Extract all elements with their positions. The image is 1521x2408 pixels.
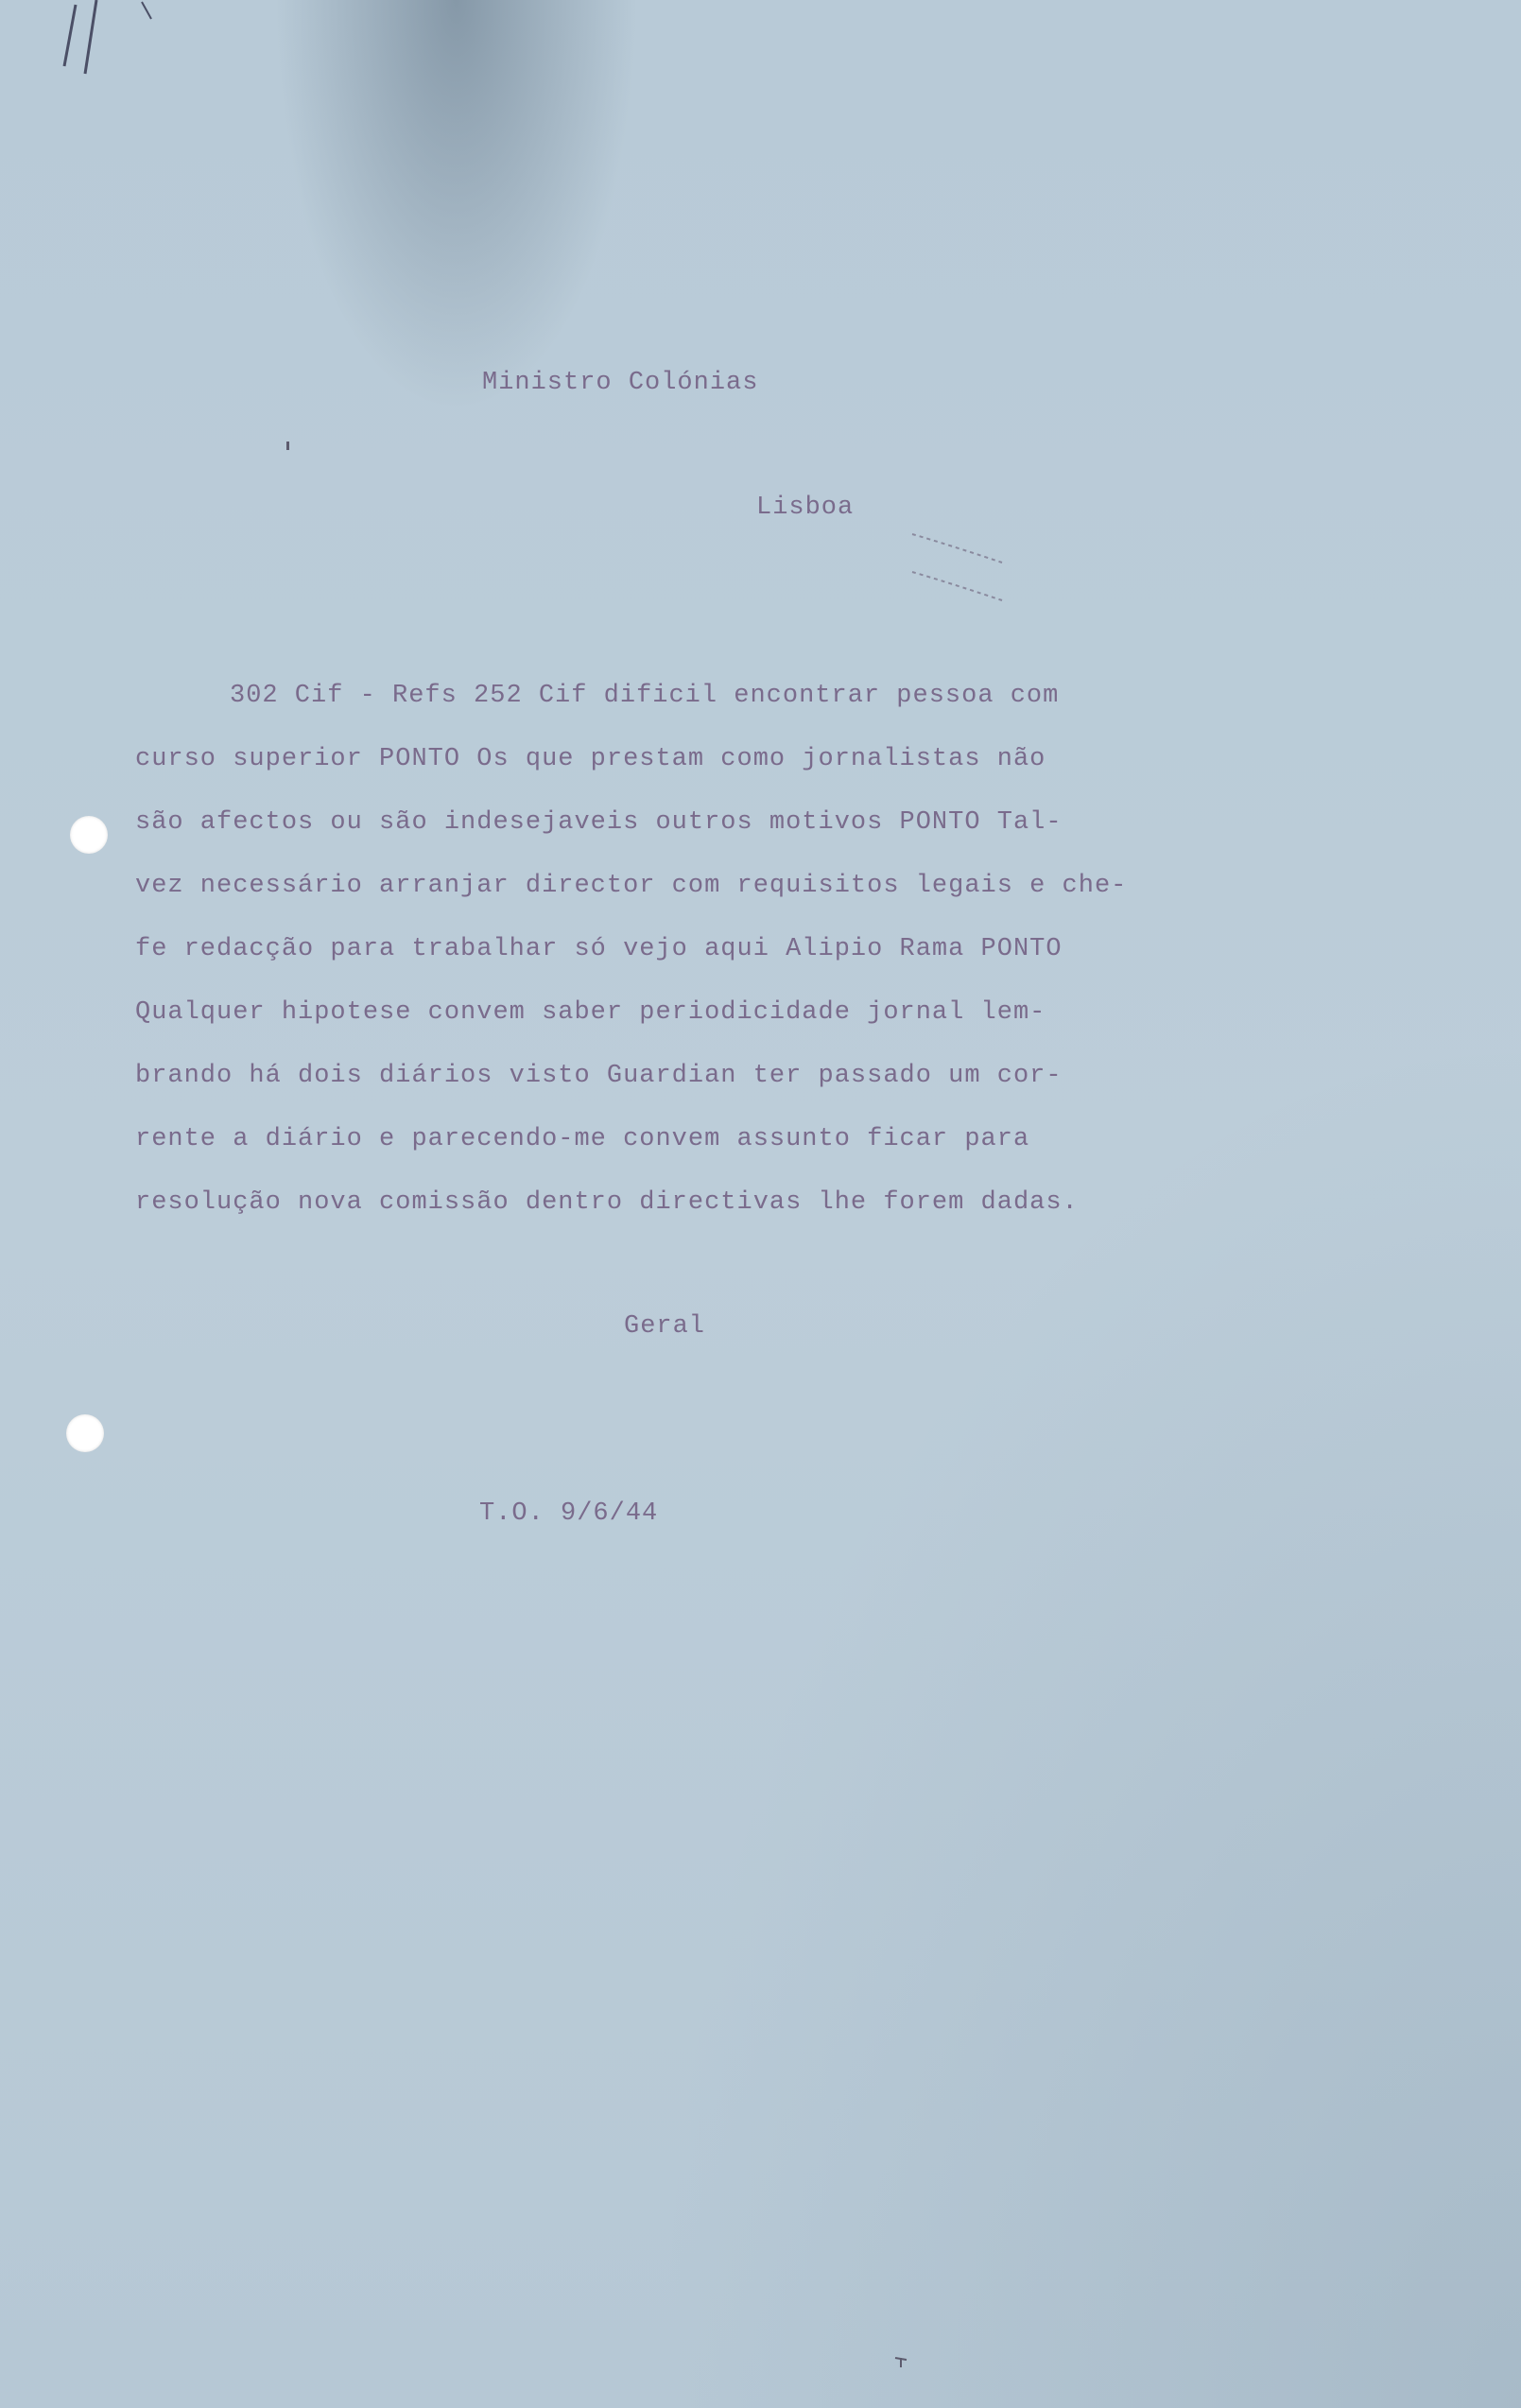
- body-line: curso superior PONTO Os que prestam como jornalistas não: [135, 745, 1046, 773]
- body-line: 302 Cif - Refs 252 Cif dificil encontrar pessoa com: [230, 682, 1060, 710]
- body-line: fe redacção para trabalhar só vejo aqui Alipio Rama PONTO: [135, 935, 1063, 963]
- date-line: T.O. 9/6/44: [479, 1499, 659, 1528]
- body-line: Qualquer hipotese convem saber periodicidade jornal lem-: [135, 998, 1046, 1027]
- pen-mark: [57, 0, 170, 85]
- body-line: rente a diário e parecendo-me convem assunto ficar para: [135, 1125, 1030, 1153]
- body-line: resolução nova comissão dentro directivas lhe forem dadas.: [135, 1188, 1079, 1217]
- body-line: vez necessário arranjar director com requisitos legais e che-: [135, 872, 1128, 900]
- body-line: são afectos ou são indesejaveis outros motivos PONTO Tal-: [135, 808, 1063, 837]
- smudge-mark: [907, 525, 1021, 610]
- speck-mark: [284, 440, 293, 453]
- punch-hole: [66, 1414, 104, 1452]
- speck-mark: [893, 2354, 912, 2373]
- body-line: brando há dois diários visto Guardian ter passado um cor-: [135, 1062, 1063, 1090]
- signature: Geral: [624, 1312, 706, 1341]
- addressee: Ministro Colónias: [482, 369, 759, 397]
- punch-hole: [70, 816, 108, 854]
- city: Lisboa: [756, 494, 855, 522]
